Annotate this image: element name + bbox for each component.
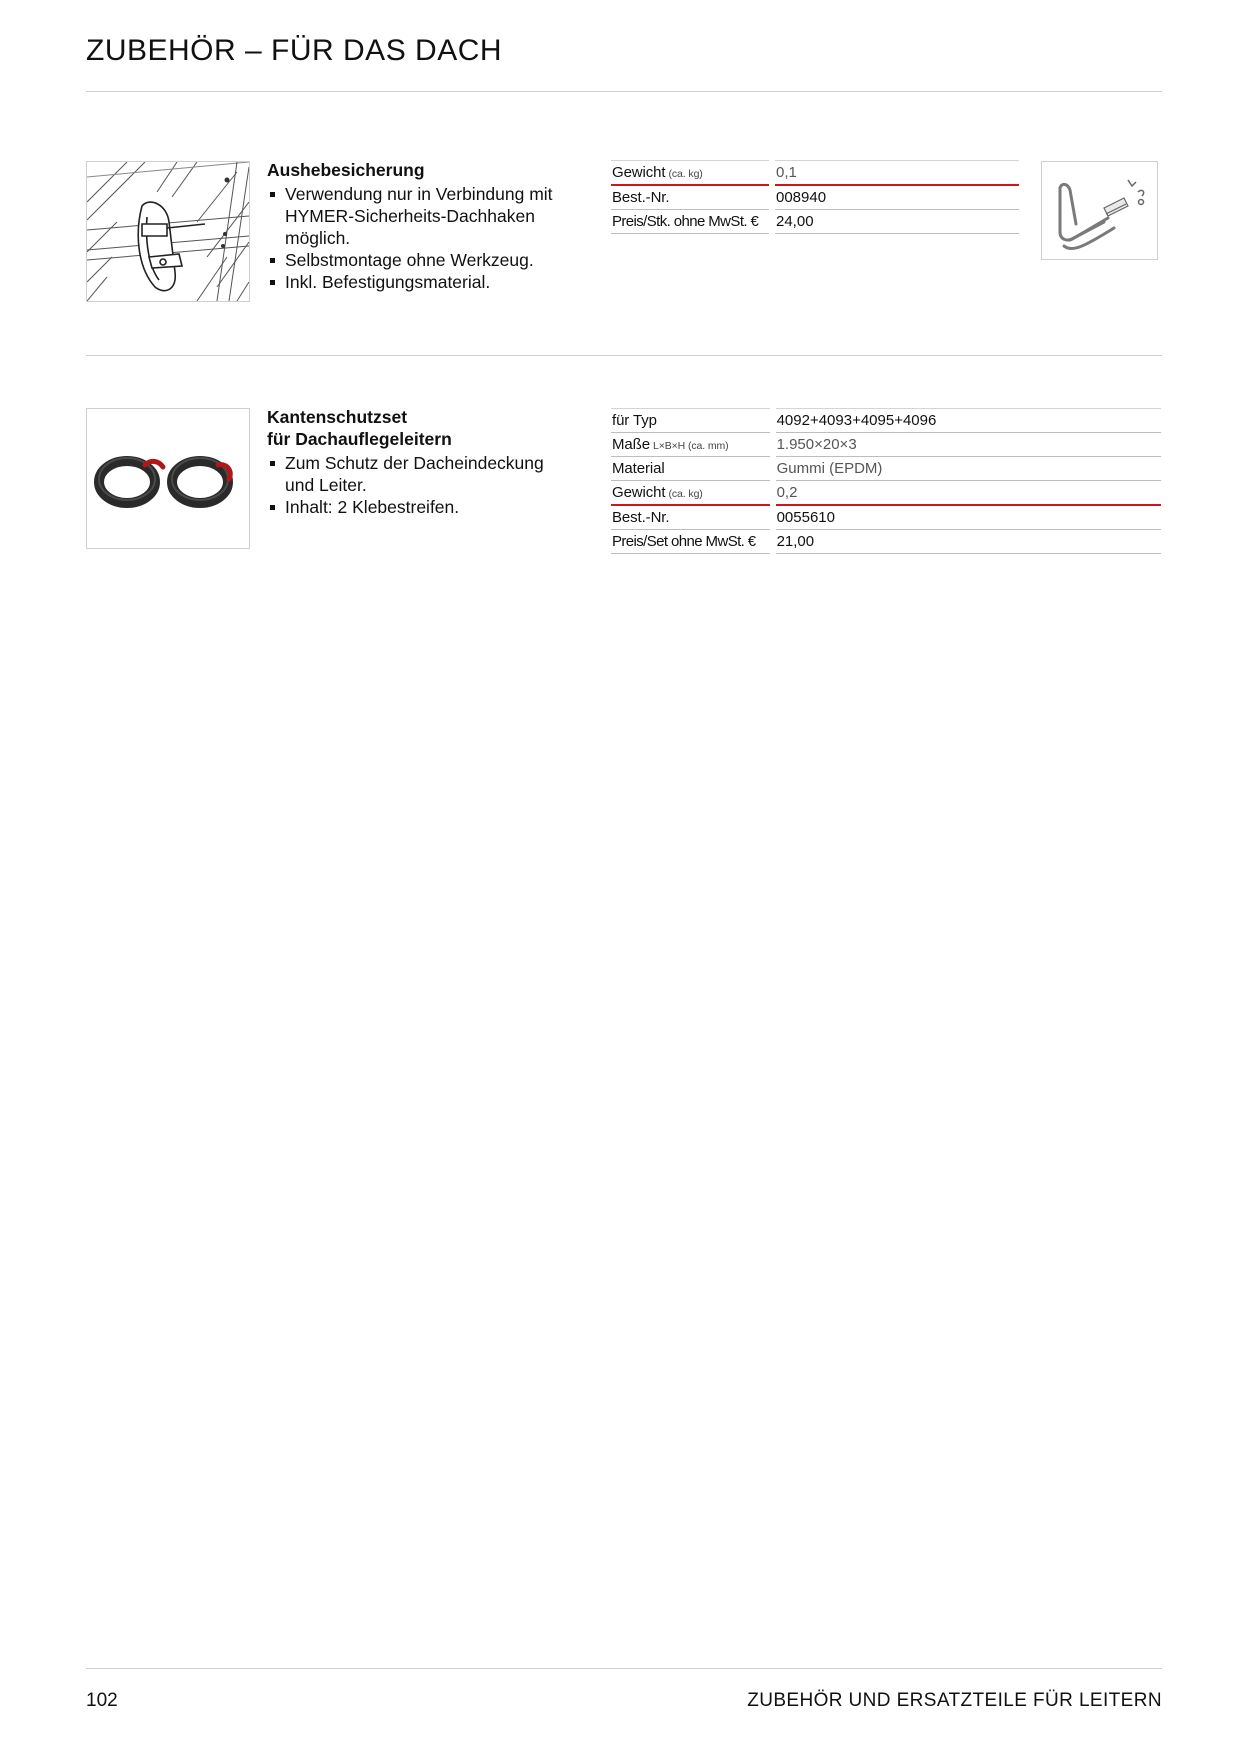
spec-table bbox=[605, 408, 1167, 554]
spec-value: 0,2 bbox=[776, 481, 1161, 506]
spec-row-price bbox=[611, 210, 1019, 234]
spec-row-weight bbox=[611, 160, 1019, 186]
feature-item: Verwendung nur in Verbindung mit HYMER-Sicherheits-Dachhaken möglich. bbox=[267, 183, 577, 249]
spec-row-order-number bbox=[611, 186, 1019, 210]
product-name bbox=[267, 406, 452, 450]
spec-row-order-number bbox=[611, 506, 1161, 530]
feature-item: Inhalt: 2 Klebestreifen. bbox=[267, 496, 577, 518]
feature-item: Inkl. Befestigungsmaterial. bbox=[267, 271, 577, 293]
safety-bracket-icon bbox=[1042, 162, 1157, 259]
product-image-bracket bbox=[1041, 161, 1158, 260]
spec-value: 21,00 bbox=[776, 530, 1161, 554]
product-name-line: für Dachauflegeleitern bbox=[267, 429, 452, 449]
spec-row-material bbox=[611, 457, 1161, 481]
rubber-strip-rolls-icon bbox=[87, 409, 249, 548]
product-name: Aushebesicherung bbox=[267, 160, 425, 180]
feature-list bbox=[267, 452, 577, 518]
roof-hook-drawing-icon bbox=[87, 162, 249, 301]
spec-value: 0055610 bbox=[776, 506, 1161, 530]
spec-value: 008940 bbox=[775, 186, 1019, 210]
feature-item: Zum Schutz der Dacheindeckung und Leiter. bbox=[267, 452, 577, 496]
spec-label: Gewicht (ca. kg) bbox=[611, 160, 769, 186]
spec-value: 24,00 bbox=[775, 210, 1019, 234]
spec-label: Maße L×B×H (ca. mm) bbox=[611, 433, 770, 457]
spec-value: 4092+4093+4095+4096 bbox=[776, 408, 1161, 433]
page-number: 102 bbox=[86, 1690, 118, 1711]
product-image-edge-protection bbox=[86, 408, 250, 549]
feature-item: Selbstmontage ohne Werkzeug. bbox=[267, 249, 577, 271]
spec-value: 1.950×20×3 bbox=[776, 433, 1161, 457]
spec-value: Gummi (EPDM) bbox=[776, 457, 1161, 481]
spec-table bbox=[605, 160, 1025, 234]
spec-value: 0,1 bbox=[775, 160, 1019, 186]
feature-list bbox=[267, 183, 577, 293]
spec-label: für Typ bbox=[611, 408, 770, 433]
footer-title: ZUBEHÖR UND ERSATZTEILE FÜR LEITERN bbox=[747, 1690, 1162, 1711]
spec-label: Gewicht (ca. kg) bbox=[611, 481, 770, 506]
spec-row-weight bbox=[611, 481, 1161, 506]
header-divider bbox=[86, 91, 1162, 92]
spec-label: Preis/Stk. ohne MwSt. € bbox=[611, 210, 769, 234]
spec-label: Best.-Nr. bbox=[611, 186, 769, 210]
footer-divider bbox=[86, 1668, 1162, 1669]
spec-row-price bbox=[611, 530, 1161, 554]
spec-row-type bbox=[611, 408, 1161, 433]
section-divider bbox=[86, 355, 1162, 356]
product-name-line: Kantenschutzset bbox=[267, 407, 408, 427]
spec-label: Preis/Set ohne MwSt. € bbox=[611, 530, 770, 554]
product-image-roof-hook bbox=[86, 161, 250, 302]
spec-label: Material bbox=[611, 457, 770, 481]
page-title: ZUBEHÖR – FÜR DAS DACH bbox=[86, 34, 503, 67]
spec-label: Best.-Nr. bbox=[611, 506, 770, 530]
spec-row-dimensions bbox=[611, 433, 1161, 457]
